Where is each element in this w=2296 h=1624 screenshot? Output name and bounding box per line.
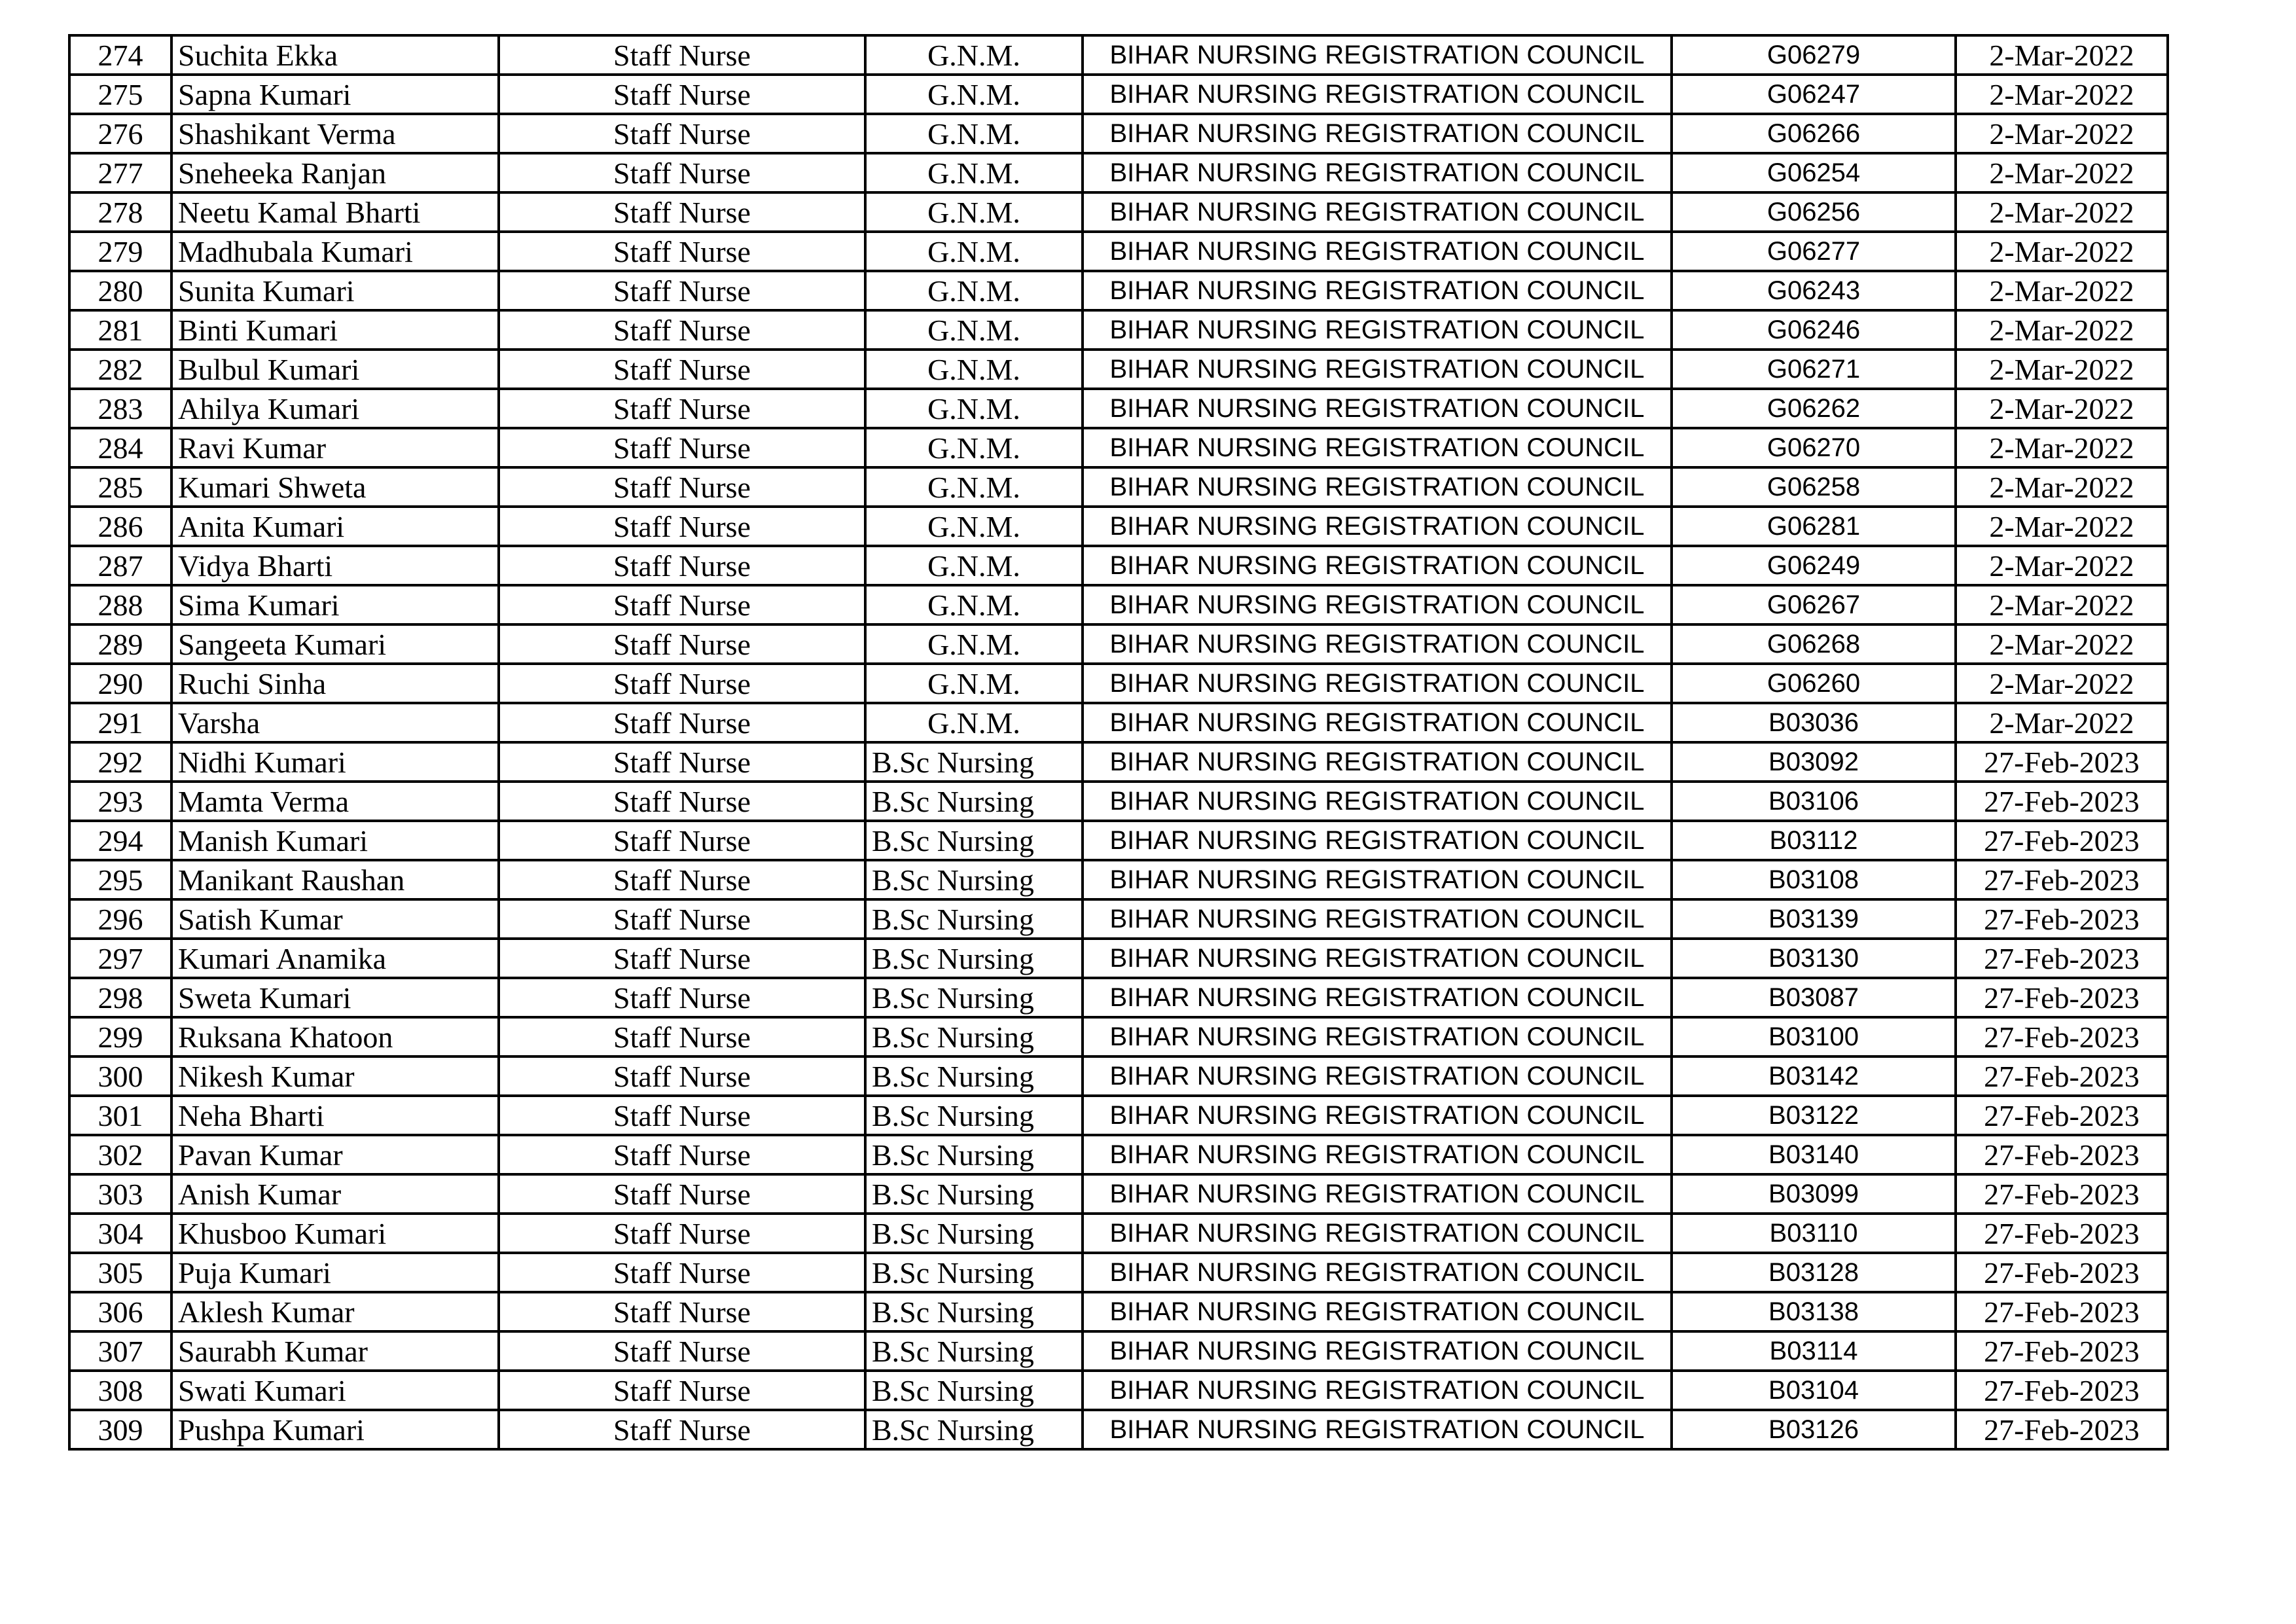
- name-cell: Vidya Bharti: [171, 546, 499, 585]
- qualification-cell: G.N.M.: [865, 428, 1083, 467]
- post-cell: Staff Nurse: [499, 782, 865, 821]
- serial-number-cell: 284: [69, 428, 171, 467]
- qualification-cell: G.N.M.: [865, 350, 1083, 389]
- name-cell: Mamta Verma: [171, 782, 499, 821]
- registration-number-cell: B03142: [1672, 1056, 1956, 1096]
- post-cell: Staff Nurse: [499, 1331, 865, 1371]
- registration-number-cell: B03112: [1672, 821, 1956, 860]
- registration-number-cell: B03099: [1672, 1174, 1956, 1214]
- post-cell: Staff Nurse: [499, 821, 865, 860]
- table-row: [69, 1292, 2168, 1331]
- qualification-cell: B.Sc Nursing: [865, 1056, 1083, 1096]
- serial-number-cell: 281: [69, 310, 171, 350]
- table-row: [69, 782, 2168, 821]
- serial-number-cell: 282: [69, 350, 171, 389]
- qualification-cell: G.N.M.: [865, 507, 1083, 546]
- registration-number-cell: G06262: [1672, 389, 1956, 428]
- registration-number-cell: B03092: [1672, 742, 1956, 782]
- serial-number-cell: 280: [69, 271, 171, 310]
- post-cell: Staff Nurse: [499, 310, 865, 350]
- table-row: [69, 153, 2168, 192]
- council-cell: BIHAR NURSING REGISTRATION COUNCIL: [1083, 1174, 1672, 1214]
- serial-number-cell: 305: [69, 1253, 171, 1292]
- post-cell: Staff Nurse: [499, 1017, 865, 1056]
- registration-number-cell: G06243: [1672, 271, 1956, 310]
- serial-number-cell: 274: [69, 35, 171, 75]
- qualification-cell: B.Sc Nursing: [865, 1017, 1083, 1056]
- registration-number-cell: G06246: [1672, 310, 1956, 350]
- qualification-cell: B.Sc Nursing: [865, 1096, 1083, 1135]
- qualification-cell: G.N.M.: [865, 35, 1083, 75]
- registration-number-cell: B03106: [1672, 782, 1956, 821]
- qualification-cell: G.N.M.: [865, 114, 1083, 153]
- table-row: [69, 507, 2168, 546]
- post-cell: Staff Nurse: [499, 1214, 865, 1253]
- name-cell: Sneheeka Ranjan: [171, 153, 499, 192]
- name-cell: Nikesh Kumar: [171, 1056, 499, 1096]
- table-row: [69, 624, 2168, 664]
- serial-number-cell: 290: [69, 664, 171, 703]
- registration-date-cell: 27-Feb-2023: [1956, 1410, 2168, 1449]
- council-cell: BIHAR NURSING REGISTRATION COUNCIL: [1083, 389, 1672, 428]
- name-cell: Nidhi Kumari: [171, 742, 499, 782]
- registration-date-cell: 2-Mar-2022: [1956, 75, 2168, 114]
- table-row: [69, 35, 2168, 75]
- registration-number-cell: B03130: [1672, 939, 1956, 978]
- serial-number-cell: 297: [69, 939, 171, 978]
- table-row: [69, 1214, 2168, 1253]
- registration-date-cell: 2-Mar-2022: [1956, 624, 2168, 664]
- qualification-cell: B.Sc Nursing: [865, 1371, 1083, 1410]
- registration-number-cell: B03087: [1672, 978, 1956, 1017]
- registration-date-cell: 27-Feb-2023: [1956, 1292, 2168, 1331]
- post-cell: Staff Nurse: [499, 1135, 865, 1174]
- registration-date-cell: 2-Mar-2022: [1956, 585, 2168, 624]
- registration-number-cell: B03108: [1672, 860, 1956, 899]
- qualification-cell: G.N.M.: [865, 153, 1083, 192]
- council-cell: BIHAR NURSING REGISTRATION COUNCIL: [1083, 1214, 1672, 1253]
- serial-number-cell: 286: [69, 507, 171, 546]
- registration-number-cell: G06260: [1672, 664, 1956, 703]
- council-cell: BIHAR NURSING REGISTRATION COUNCIL: [1083, 664, 1672, 703]
- table-row: [69, 428, 2168, 467]
- registration-number-cell: B03140: [1672, 1135, 1956, 1174]
- serial-number-cell: 275: [69, 75, 171, 114]
- serial-number-cell: 288: [69, 585, 171, 624]
- registration-number-cell: G06256: [1672, 192, 1956, 232]
- post-cell: Staff Nurse: [499, 860, 865, 899]
- post-cell: Staff Nurse: [499, 114, 865, 153]
- serial-number-cell: 302: [69, 1135, 171, 1174]
- qualification-cell: B.Sc Nursing: [865, 1292, 1083, 1331]
- council-cell: BIHAR NURSING REGISTRATION COUNCIL: [1083, 1331, 1672, 1371]
- registration-date-cell: 2-Mar-2022: [1956, 310, 2168, 350]
- post-cell: Staff Nurse: [499, 585, 865, 624]
- serial-number-cell: 283: [69, 389, 171, 428]
- registration-date-cell: 27-Feb-2023: [1956, 1214, 2168, 1253]
- qualification-cell: B.Sc Nursing: [865, 782, 1083, 821]
- post-cell: Staff Nurse: [499, 1371, 865, 1410]
- serial-number-cell: 299: [69, 1017, 171, 1056]
- table-row: [69, 1056, 2168, 1096]
- post-cell: Staff Nurse: [499, 153, 865, 192]
- name-cell: Manikant Raushan: [171, 860, 499, 899]
- post-cell: Staff Nurse: [499, 507, 865, 546]
- registration-number-cell: G06277: [1672, 232, 1956, 271]
- council-cell: BIHAR NURSING REGISTRATION COUNCIL: [1083, 1410, 1672, 1449]
- post-cell: Staff Nurse: [499, 192, 865, 232]
- council-cell: BIHAR NURSING REGISTRATION COUNCIL: [1083, 821, 1672, 860]
- council-cell: BIHAR NURSING REGISTRATION COUNCIL: [1083, 35, 1672, 75]
- table-row: [69, 821, 2168, 860]
- name-cell: Ruchi Sinha: [171, 664, 499, 703]
- table-row: [69, 75, 2168, 114]
- qualification-cell: B.Sc Nursing: [865, 899, 1083, 939]
- serial-number-cell: 308: [69, 1371, 171, 1410]
- table-row: [69, 192, 2168, 232]
- post-cell: Staff Nurse: [499, 1292, 865, 1331]
- council-cell: BIHAR NURSING REGISTRATION COUNCIL: [1083, 782, 1672, 821]
- qualification-cell: G.N.M.: [865, 624, 1083, 664]
- serial-number-cell: 298: [69, 978, 171, 1017]
- post-cell: Staff Nurse: [499, 75, 865, 114]
- serial-number-cell: 304: [69, 1214, 171, 1253]
- serial-number-cell: 294: [69, 821, 171, 860]
- name-cell: Ruksana Khatoon: [171, 1017, 499, 1056]
- registration-date-cell: 2-Mar-2022: [1956, 507, 2168, 546]
- registration-date-cell: 2-Mar-2022: [1956, 35, 2168, 75]
- qualification-cell: B.Sc Nursing: [865, 742, 1083, 782]
- registration-number-cell: B03126: [1672, 1410, 1956, 1449]
- table-row: [69, 1331, 2168, 1371]
- table-row: [69, 232, 2168, 271]
- registration-date-cell: 2-Mar-2022: [1956, 389, 2168, 428]
- table-row: [69, 703, 2168, 742]
- qualification-cell: B.Sc Nursing: [865, 1135, 1083, 1174]
- registration-number-cell: G06249: [1672, 546, 1956, 585]
- table-row: [69, 114, 2168, 153]
- registration-date-cell: 2-Mar-2022: [1956, 232, 2168, 271]
- table-row: [69, 467, 2168, 507]
- registration-date-cell: 2-Mar-2022: [1956, 546, 2168, 585]
- registration-date-cell: 27-Feb-2023: [1956, 742, 2168, 782]
- post-cell: Staff Nurse: [499, 978, 865, 1017]
- table-row: [69, 1410, 2168, 1449]
- council-cell: BIHAR NURSING REGISTRATION COUNCIL: [1083, 75, 1672, 114]
- council-cell: BIHAR NURSING REGISTRATION COUNCIL: [1083, 742, 1672, 782]
- name-cell: Ravi Kumar: [171, 428, 499, 467]
- registration-number-cell: G06279: [1672, 35, 1956, 75]
- name-cell: Pavan Kumar: [171, 1135, 499, 1174]
- qualification-cell: G.N.M.: [865, 703, 1083, 742]
- serial-number-cell: 300: [69, 1056, 171, 1096]
- post-cell: Staff Nurse: [499, 939, 865, 978]
- council-cell: BIHAR NURSING REGISTRATION COUNCIL: [1083, 624, 1672, 664]
- registration-date-cell: 27-Feb-2023: [1956, 899, 2168, 939]
- council-cell: BIHAR NURSING REGISTRATION COUNCIL: [1083, 1292, 1672, 1331]
- serial-number-cell: 295: [69, 860, 171, 899]
- council-cell: BIHAR NURSING REGISTRATION COUNCIL: [1083, 1253, 1672, 1292]
- council-cell: BIHAR NURSING REGISTRATION COUNCIL: [1083, 428, 1672, 467]
- registration-number-cell: B03138: [1672, 1292, 1956, 1331]
- registration-number-cell: G06247: [1672, 75, 1956, 114]
- registration-date-cell: 27-Feb-2023: [1956, 1371, 2168, 1410]
- council-cell: BIHAR NURSING REGISTRATION COUNCIL: [1083, 1017, 1672, 1056]
- name-cell: Saurabh Kumar: [171, 1331, 499, 1371]
- council-cell: BIHAR NURSING REGISTRATION COUNCIL: [1083, 192, 1672, 232]
- name-cell: Sapna Kumari: [171, 75, 499, 114]
- serial-number-cell: 309: [69, 1410, 171, 1449]
- table-row: [69, 1371, 2168, 1410]
- council-cell: BIHAR NURSING REGISTRATION COUNCIL: [1083, 1096, 1672, 1135]
- post-cell: Staff Nurse: [499, 35, 865, 75]
- qualification-cell: B.Sc Nursing: [865, 860, 1083, 899]
- name-cell: Binti Kumari: [171, 310, 499, 350]
- qualification-cell: G.N.M.: [865, 664, 1083, 703]
- qualification-cell: G.N.M.: [865, 546, 1083, 585]
- registration-date-cell: 2-Mar-2022: [1956, 153, 2168, 192]
- serial-number-cell: 292: [69, 742, 171, 782]
- table-row: [69, 585, 2168, 624]
- post-cell: Staff Nurse: [499, 428, 865, 467]
- post-cell: Staff Nurse: [499, 624, 865, 664]
- table-row: [69, 742, 2168, 782]
- name-cell: Khusboo Kumari: [171, 1214, 499, 1253]
- serial-number-cell: 296: [69, 899, 171, 939]
- post-cell: Staff Nurse: [499, 1174, 865, 1214]
- registration-date-cell: 2-Mar-2022: [1956, 192, 2168, 232]
- post-cell: Staff Nurse: [499, 742, 865, 782]
- registration-date-cell: 27-Feb-2023: [1956, 978, 2168, 1017]
- qualification-cell: G.N.M.: [865, 585, 1083, 624]
- registration-date-cell: 2-Mar-2022: [1956, 428, 2168, 467]
- qualification-cell: B.Sc Nursing: [865, 1214, 1083, 1253]
- registration-date-cell: 27-Feb-2023: [1956, 1096, 2168, 1135]
- name-cell: Kumari Shweta: [171, 467, 499, 507]
- registration-date-cell: 27-Feb-2023: [1956, 1174, 2168, 1214]
- post-cell: Staff Nurse: [499, 546, 865, 585]
- name-cell: Sunita Kumari: [171, 271, 499, 310]
- registration-number-cell: B03036: [1672, 703, 1956, 742]
- registration-number-cell: B03128: [1672, 1253, 1956, 1292]
- council-cell: BIHAR NURSING REGISTRATION COUNCIL: [1083, 1371, 1672, 1410]
- table-row: [69, 1017, 2168, 1056]
- table-row: [69, 350, 2168, 389]
- serial-number-cell: 307: [69, 1331, 171, 1371]
- table-row: [69, 1096, 2168, 1135]
- serial-number-cell: 285: [69, 467, 171, 507]
- name-cell: Kumari Anamika: [171, 939, 499, 978]
- serial-number-cell: 293: [69, 782, 171, 821]
- registration-date-cell: 2-Mar-2022: [1956, 703, 2168, 742]
- registration-number-cell: B03122: [1672, 1096, 1956, 1135]
- table-row: [69, 899, 2168, 939]
- table-row: [69, 389, 2168, 428]
- name-cell: Sima Kumari: [171, 585, 499, 624]
- name-cell: Sweta Kumari: [171, 978, 499, 1017]
- name-cell: Shashikant Verma: [171, 114, 499, 153]
- registration-number-cell: B03104: [1672, 1371, 1956, 1410]
- council-cell: BIHAR NURSING REGISTRATION COUNCIL: [1083, 899, 1672, 939]
- registration-number-cell: G06271: [1672, 350, 1956, 389]
- qualification-cell: B.Sc Nursing: [865, 978, 1083, 1017]
- qualification-cell: B.Sc Nursing: [865, 1174, 1083, 1214]
- qualification-cell: B.Sc Nursing: [865, 1331, 1083, 1371]
- post-cell: Staff Nurse: [499, 1056, 865, 1096]
- post-cell: Staff Nurse: [499, 271, 865, 310]
- table-row: [69, 271, 2168, 310]
- serial-number-cell: 301: [69, 1096, 171, 1135]
- registration-date-cell: 27-Feb-2023: [1956, 1017, 2168, 1056]
- registration-date-cell: 2-Mar-2022: [1956, 664, 2168, 703]
- table-row: [69, 978, 2168, 1017]
- qualification-cell: G.N.M.: [865, 310, 1083, 350]
- registration-date-cell: 2-Mar-2022: [1956, 467, 2168, 507]
- name-cell: Swati Kumari: [171, 1371, 499, 1410]
- registration-date-cell: 27-Feb-2023: [1956, 1331, 2168, 1371]
- table-row: [69, 664, 2168, 703]
- qualification-cell: B.Sc Nursing: [865, 1253, 1083, 1292]
- registration-date-cell: 27-Feb-2023: [1956, 1253, 2168, 1292]
- post-cell: Staff Nurse: [499, 232, 865, 271]
- council-cell: BIHAR NURSING REGISTRATION COUNCIL: [1083, 232, 1672, 271]
- registration-date-cell: 2-Mar-2022: [1956, 271, 2168, 310]
- council-cell: BIHAR NURSING REGISTRATION COUNCIL: [1083, 939, 1672, 978]
- council-cell: BIHAR NURSING REGISTRATION COUNCIL: [1083, 153, 1672, 192]
- name-cell: Anita Kumari: [171, 507, 499, 546]
- name-cell: Suchita Ekka: [171, 35, 499, 75]
- council-cell: BIHAR NURSING REGISTRATION COUNCIL: [1083, 978, 1672, 1017]
- name-cell: Ahilya Kumari: [171, 389, 499, 428]
- post-cell: Staff Nurse: [499, 389, 865, 428]
- council-cell: BIHAR NURSING REGISTRATION COUNCIL: [1083, 703, 1672, 742]
- registration-number-cell: B03110: [1672, 1214, 1956, 1253]
- serial-number-cell: 306: [69, 1292, 171, 1331]
- registration-date-cell: 27-Feb-2023: [1956, 1056, 2168, 1096]
- council-cell: BIHAR NURSING REGISTRATION COUNCIL: [1083, 310, 1672, 350]
- registration-date-cell: 27-Feb-2023: [1956, 782, 2168, 821]
- council-cell: BIHAR NURSING REGISTRATION COUNCIL: [1083, 546, 1672, 585]
- qualification-cell: G.N.M.: [865, 75, 1083, 114]
- table-row: [69, 546, 2168, 585]
- council-cell: BIHAR NURSING REGISTRATION COUNCIL: [1083, 585, 1672, 624]
- serial-number-cell: 276: [69, 114, 171, 153]
- name-cell: Varsha: [171, 703, 499, 742]
- serial-number-cell: 278: [69, 192, 171, 232]
- table-row: [69, 939, 2168, 978]
- qualification-cell: B.Sc Nursing: [865, 821, 1083, 860]
- registration-number-cell: G06254: [1672, 153, 1956, 192]
- registration-date-cell: 2-Mar-2022: [1956, 350, 2168, 389]
- registration-number-cell: G06281: [1672, 507, 1956, 546]
- table-row: [69, 860, 2168, 899]
- registration-number-cell: G06258: [1672, 467, 1956, 507]
- registration-number-cell: B03114: [1672, 1331, 1956, 1371]
- name-cell: Aklesh Kumar: [171, 1292, 499, 1331]
- table-row: [69, 1135, 2168, 1174]
- council-cell: BIHAR NURSING REGISTRATION COUNCIL: [1083, 1135, 1672, 1174]
- council-cell: BIHAR NURSING REGISTRATION COUNCIL: [1083, 467, 1672, 507]
- qualification-cell: B.Sc Nursing: [865, 939, 1083, 978]
- serial-number-cell: 287: [69, 546, 171, 585]
- registration-date-cell: 27-Feb-2023: [1956, 821, 2168, 860]
- name-cell: Neetu Kamal Bharti: [171, 192, 499, 232]
- council-cell: BIHAR NURSING REGISTRATION COUNCIL: [1083, 271, 1672, 310]
- registration-date-cell: 27-Feb-2023: [1956, 1135, 2168, 1174]
- qualification-cell: G.N.M.: [865, 389, 1083, 428]
- post-cell: Staff Nurse: [499, 899, 865, 939]
- table-body: [69, 35, 2168, 1449]
- qualification-cell: G.N.M.: [865, 271, 1083, 310]
- qualification-cell: G.N.M.: [865, 467, 1083, 507]
- post-cell: Staff Nurse: [499, 467, 865, 507]
- table-row: [69, 1253, 2168, 1292]
- name-cell: Manish Kumari: [171, 821, 499, 860]
- council-cell: BIHAR NURSING REGISTRATION COUNCIL: [1083, 507, 1672, 546]
- registration-date-cell: 27-Feb-2023: [1956, 860, 2168, 899]
- registration-number-cell: G06268: [1672, 624, 1956, 664]
- qualification-cell: B.Sc Nursing: [865, 1410, 1083, 1449]
- name-cell: Madhubala Kumari: [171, 232, 499, 271]
- serial-number-cell: 289: [69, 624, 171, 664]
- serial-number-cell: 277: [69, 153, 171, 192]
- registration-date-cell: 2-Mar-2022: [1956, 114, 2168, 153]
- serial-number-cell: 291: [69, 703, 171, 742]
- serial-number-cell: 303: [69, 1174, 171, 1214]
- name-cell: Anish Kumar: [171, 1174, 499, 1214]
- registration-number-cell: G06270: [1672, 428, 1956, 467]
- name-cell: Neha Bharti: [171, 1096, 499, 1135]
- name-cell: Puja Kumari: [171, 1253, 499, 1292]
- council-cell: BIHAR NURSING REGISTRATION COUNCIL: [1083, 1056, 1672, 1096]
- qualification-cell: G.N.M.: [865, 232, 1083, 271]
- name-cell: Satish Kumar: [171, 899, 499, 939]
- registration-number-cell: B03139: [1672, 899, 1956, 939]
- council-cell: BIHAR NURSING REGISTRATION COUNCIL: [1083, 114, 1672, 153]
- table-row: [69, 310, 2168, 350]
- name-cell: Bulbul Kumari: [171, 350, 499, 389]
- post-cell: Staff Nurse: [499, 1096, 865, 1135]
- post-cell: Staff Nurse: [499, 1410, 865, 1449]
- registration-number-cell: B03100: [1672, 1017, 1956, 1056]
- qualification-cell: G.N.M.: [865, 192, 1083, 232]
- name-cell: Sangeeta Kumari: [171, 624, 499, 664]
- registration-number-cell: G06266: [1672, 114, 1956, 153]
- registration-number-cell: G06267: [1672, 585, 1956, 624]
- staff-nurse-registration-table: [68, 34, 2169, 1451]
- post-cell: Staff Nurse: [499, 703, 865, 742]
- table-row: [69, 1174, 2168, 1214]
- post-cell: Staff Nurse: [499, 1253, 865, 1292]
- post-cell: Staff Nurse: [499, 664, 865, 703]
- council-cell: BIHAR NURSING REGISTRATION COUNCIL: [1083, 860, 1672, 899]
- serial-number-cell: 279: [69, 232, 171, 271]
- council-cell: BIHAR NURSING REGISTRATION COUNCIL: [1083, 350, 1672, 389]
- name-cell: Pushpa Kumari: [171, 1410, 499, 1449]
- post-cell: Staff Nurse: [499, 350, 865, 389]
- registration-date-cell: 27-Feb-2023: [1956, 939, 2168, 978]
